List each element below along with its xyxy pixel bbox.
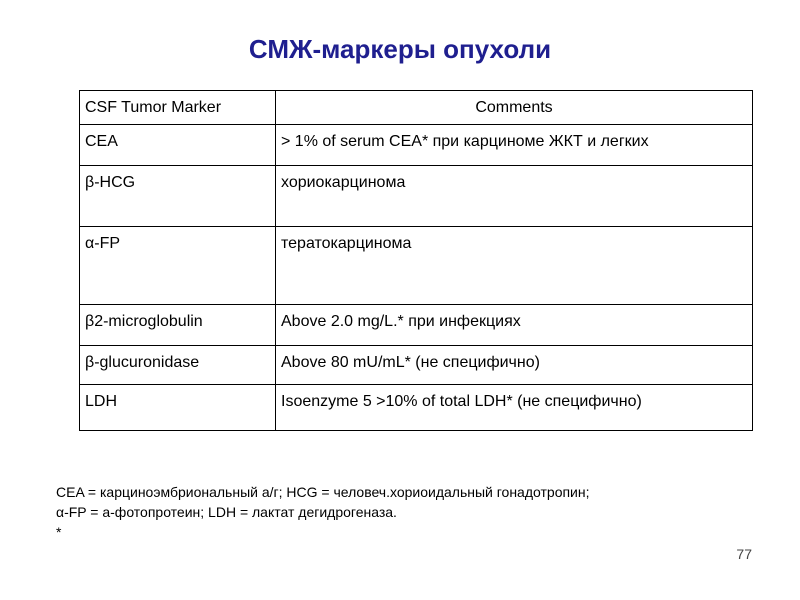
footnote-line: CEA = карциноэмбриональный а/г; HCG = человеч.хориоидальный гонадотропин;	[56, 484, 590, 500]
comment-cell: > 1% of serum CEA* при карциноме ЖКТ и легких	[276, 125, 753, 166]
footnote-line: α-FP = а-фотопротеин; LDH = лактат дегидрогеназа.	[56, 504, 397, 520]
marker-cell: β2-microglobulin	[80, 305, 276, 346]
table-header-row	[80, 91, 753, 125]
abbreviation-footnote	[56, 482, 590, 542]
footnote-line: *	[56, 524, 62, 540]
table-row	[80, 125, 753, 166]
table-row	[80, 166, 753, 227]
page-number: 77	[736, 546, 752, 562]
tumor-marker-table	[79, 90, 753, 431]
page-title: СМЖ-маркеры опухоли	[248, 34, 552, 64]
table-row	[80, 346, 753, 385]
header-comments: Comments	[276, 91, 753, 125]
marker-cell: α-FP	[80, 227, 276, 305]
comment-cell: Above 80 mU/mL* (не специфично)	[276, 346, 753, 385]
table-row	[80, 385, 753, 431]
marker-cell: β-glucuronidase	[80, 346, 276, 385]
marker-cell: LDH	[80, 385, 276, 431]
comment-cell: Above 2.0 mg/L.* при инфекциях	[276, 305, 753, 346]
comment-cell: хориокарцинома	[276, 166, 753, 227]
table-row	[80, 305, 753, 346]
marker-cell: CEA	[80, 125, 276, 166]
comment-cell: Isoenzyme 5 >10% of total LDH* (не специфично)	[276, 385, 753, 431]
marker-cell: β-HCG	[80, 166, 276, 227]
comment-cell: тератокарцинома	[276, 227, 753, 305]
header-marker: CSF Tumor Marker	[80, 91, 276, 125]
table-row	[80, 227, 753, 305]
